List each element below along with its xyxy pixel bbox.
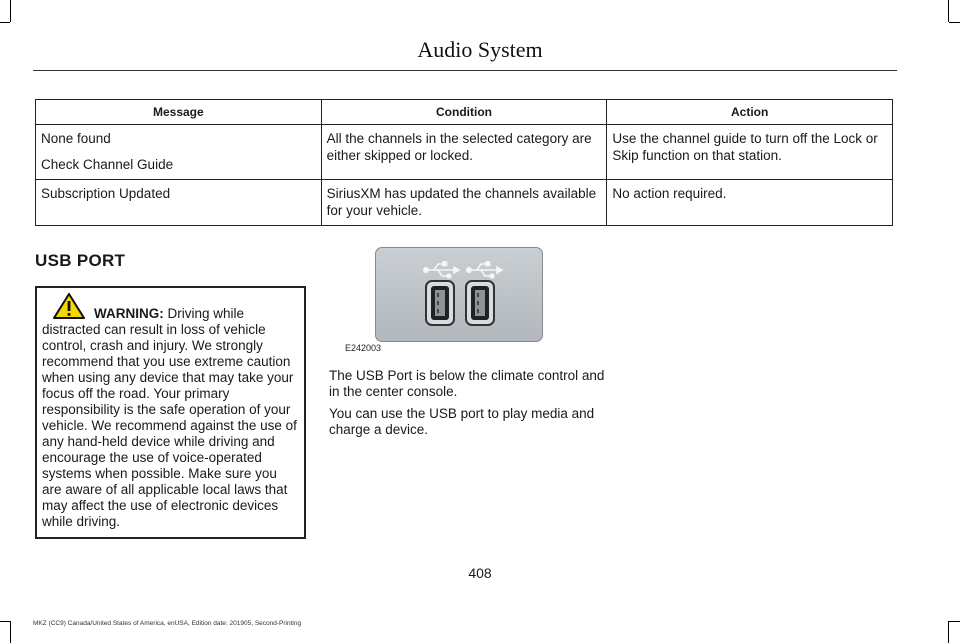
column-header-condition: Condition — [321, 100, 607, 125]
warning-text: Driving while distracted can result in loss of vehicle control, crash and injury. We strongly recommend that you use extreme caution when using any device that may take your focus off the road. Your primary responsibility is the safe operation of your vehicle. We recommend against the use of any hand-held device while driving and encourage the use of voice-operated systems when possible. Make sure you are aware of all applicable local laws that may affect the use of electronic devices while driving. — [42, 306, 297, 529]
action-cell: Use the channel guide to turn off the Lock or Skip function on that station. — [607, 125, 893, 180]
warning-box — [35, 286, 306, 539]
crop-mark — [10, 621, 11, 643]
crop-mark — [948, 0, 949, 22]
column-header-message: Message — [36, 100, 322, 125]
crop-mark — [949, 22, 960, 23]
page-title: Audio System — [417, 37, 543, 62]
table-row — [36, 125, 893, 180]
usb-symbol-icon — [424, 262, 459, 278]
usb-symbol-icon — [467, 262, 502, 278]
body-paragraph: You can use the USB port to play media and charge a device. — [329, 406, 595, 437]
table-row — [36, 180, 893, 226]
message-text: None found — [41, 131, 111, 146]
usb-port-illustration — [375, 247, 543, 342]
usb-port — [426, 281, 454, 325]
warning-label: WARNING: — [94, 306, 164, 321]
page-number: 408 — [468, 565, 492, 581]
figure-id: E242003 — [345, 343, 382, 353]
message-text: Subscription Updated — [41, 186, 171, 201]
body-paragraph: The USB Port is below the climate control and in the center console. — [329, 368, 605, 399]
messages-table — [35, 99, 893, 226]
condition-cell: SiriusXM has updated the channels available for your vehicle. — [321, 180, 607, 226]
table-header-row — [36, 100, 893, 125]
message-text: Check Channel Guide — [41, 157, 174, 172]
message-cell — [36, 125, 322, 180]
crop-mark — [10, 0, 11, 22]
crop-mark — [949, 621, 960, 622]
footer-text: MKZ (CC9) Canada/United States of America, enUSA, Edition date: 201905, Second-Printing — [33, 620, 302, 627]
column-header-action: Action — [607, 100, 893, 125]
usb-port — [466, 281, 494, 325]
header-rule — [33, 70, 897, 71]
warning-triangle-icon — [53, 293, 85, 319]
condition-cell: All the channels in the selected category are either skipped or locked. — [321, 125, 607, 180]
crop-mark — [0, 621, 10, 622]
action-cell: No action required. — [607, 180, 893, 226]
section-heading: USB PORT — [35, 251, 126, 270]
crop-mark — [948, 621, 949, 643]
usb-ports-graphic — [376, 248, 542, 341]
crop-mark — [0, 22, 10, 23]
message-cell — [36, 180, 322, 226]
